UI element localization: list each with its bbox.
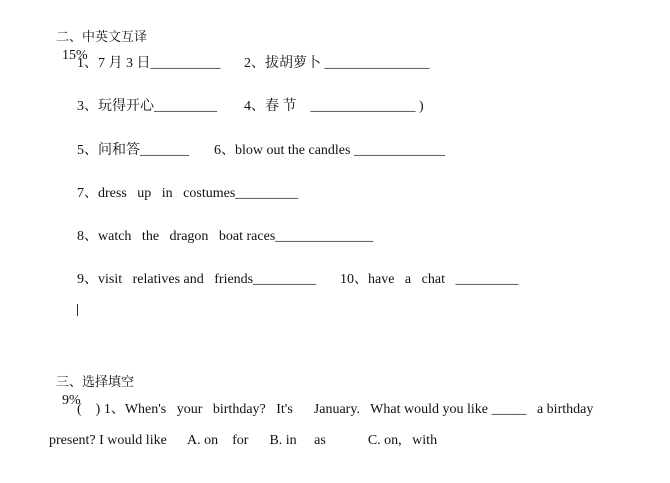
text-cursor	[77, 304, 78, 316]
item-8: 8、watch the dragon boat races______________	[77, 229, 374, 244]
item-3: 3、玩得开心_________	[77, 99, 217, 114]
section-3-score: 9%	[62, 393, 81, 408]
item-10: 10、have a chat _________	[340, 272, 519, 287]
item-1: 1、7 月 3 日__________	[77, 56, 221, 71]
item-9: 9、visit relatives and friends_________	[77, 272, 317, 287]
section-2-title: 二、中英文互译	[56, 30, 148, 45]
item-4: 4、春 节 _______________ )	[244, 99, 424, 114]
item-6: 6、blow out the candles _____________	[214, 143, 445, 158]
question-1-line-2: present? I would like A. on for B. in as C. on, with	[49, 433, 438, 448]
section-2-score: 15%	[62, 48, 88, 63]
item-2: 2、拔胡萝卜 _______________	[244, 56, 430, 71]
item-7: 7、dress up in costumes_________	[77, 186, 299, 201]
question-1-line-1: ( ) 1、When's your birthday? It's January. What would you like _____ a birthday	[77, 402, 594, 417]
section-3-title: 三、选择填空	[56, 375, 135, 390]
item-5: 5、问和答_______	[77, 143, 189, 158]
